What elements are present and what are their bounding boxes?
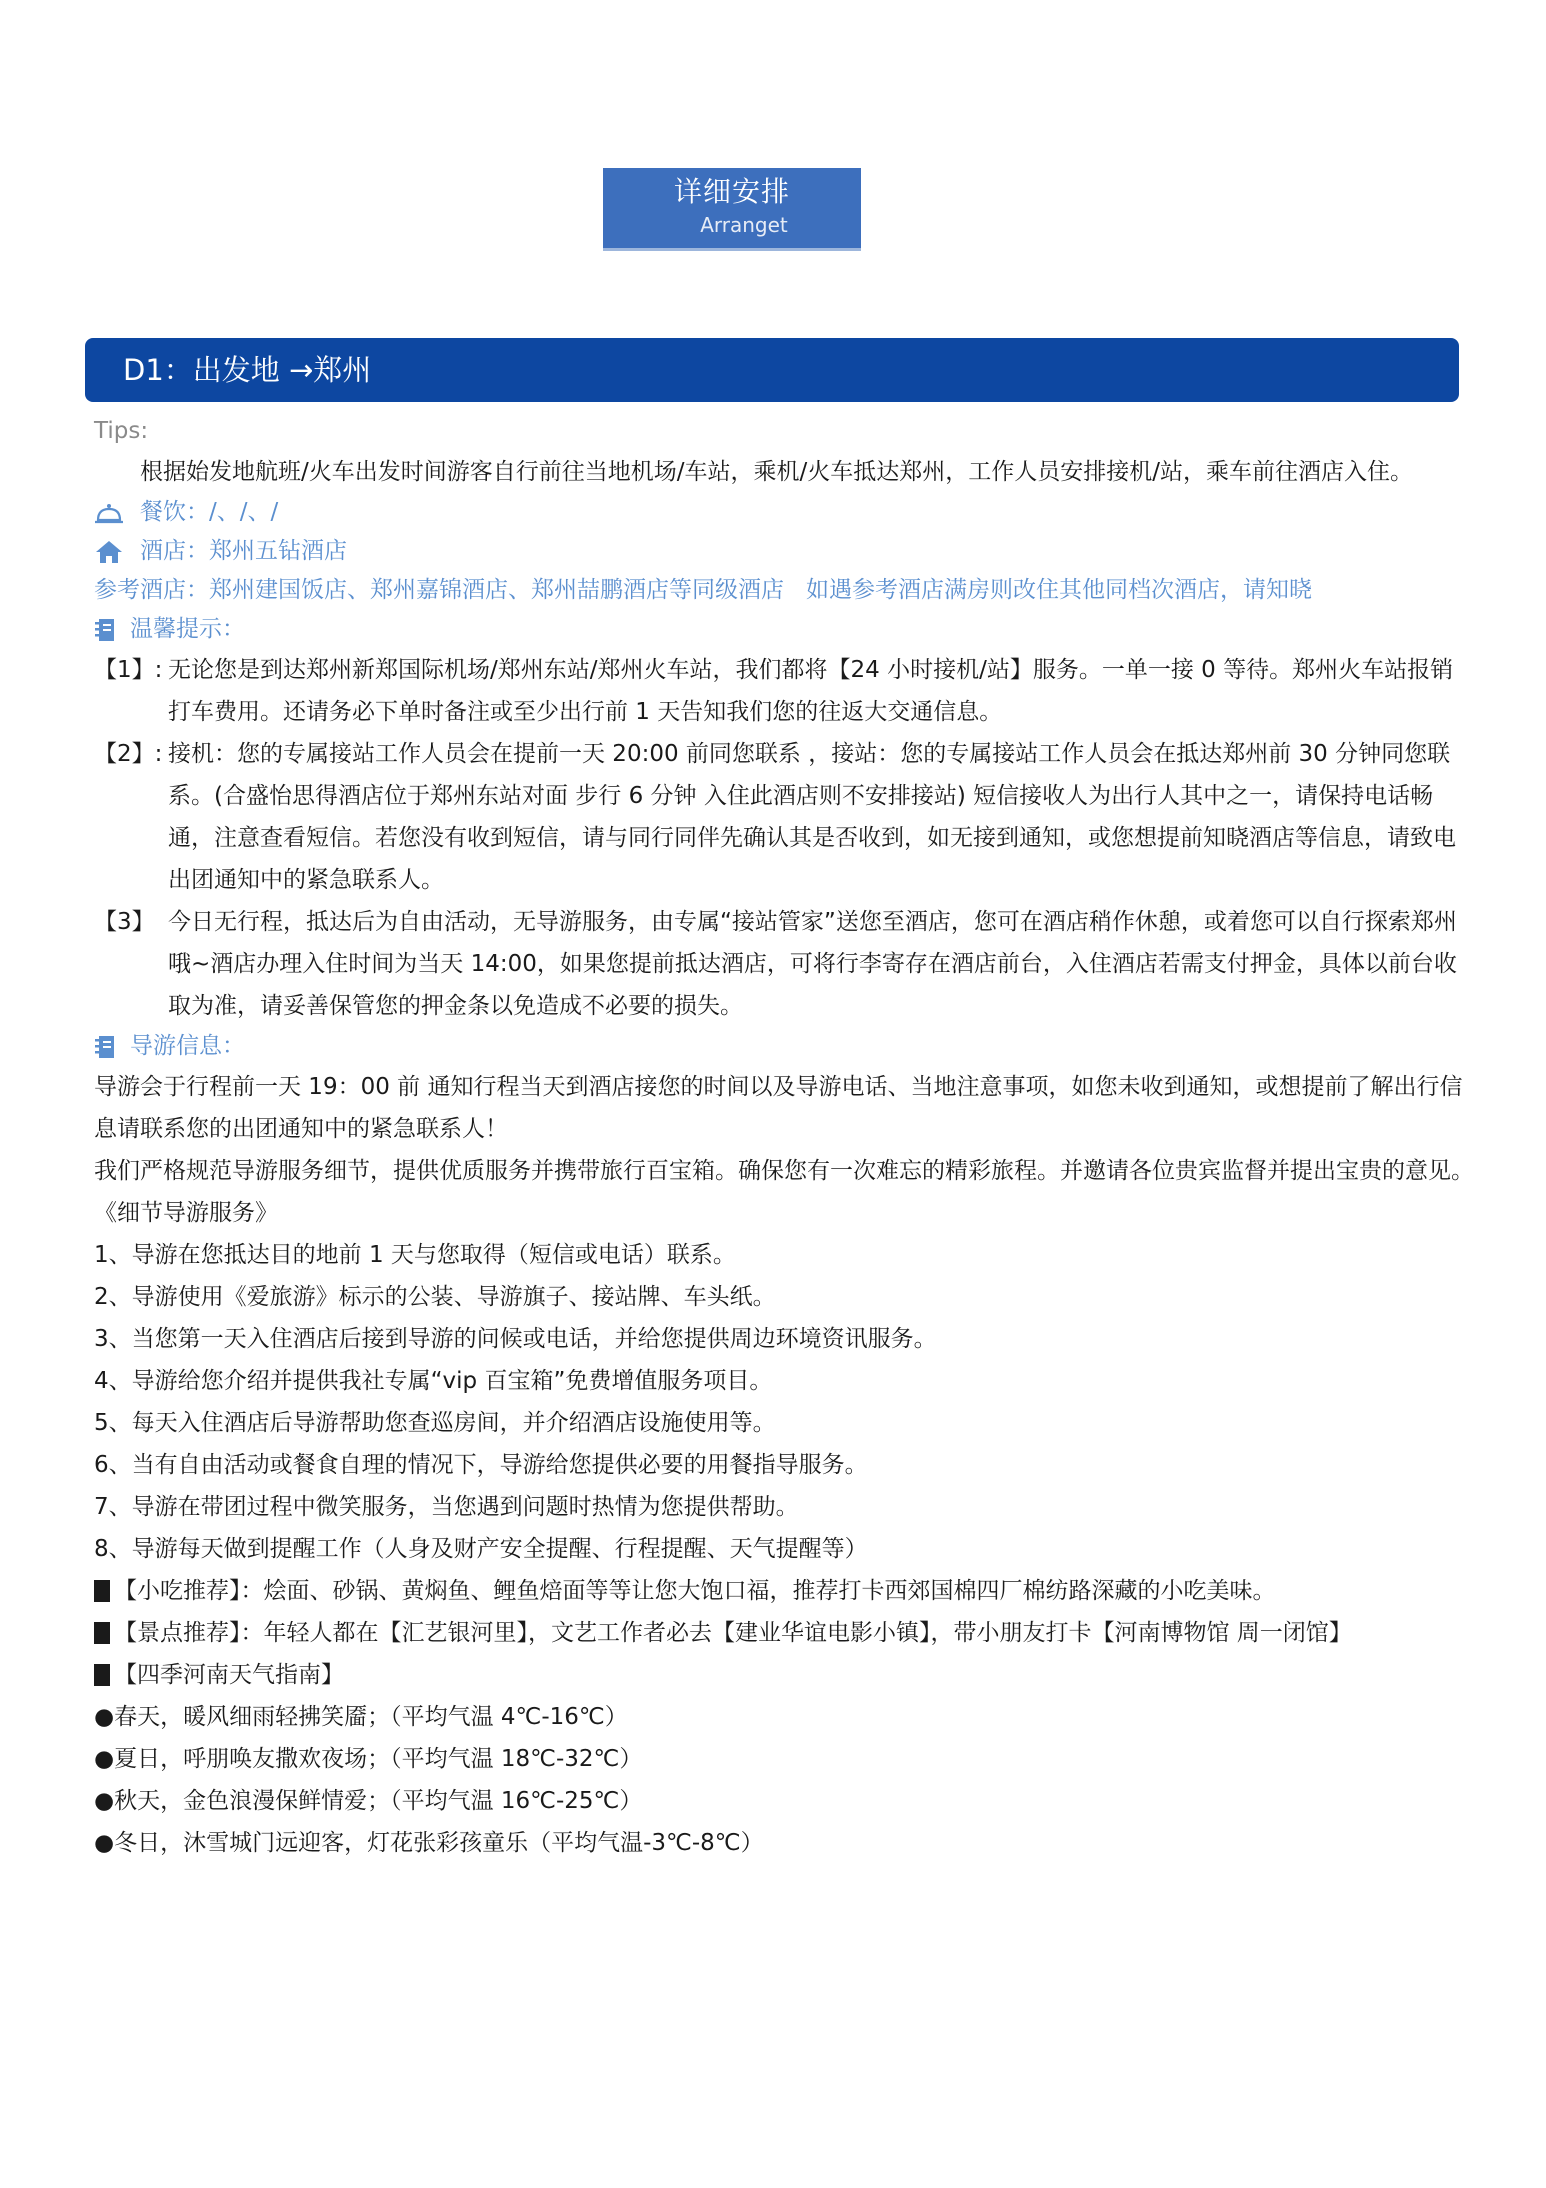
guide-notice-paragraph: 导游会于行程前一天 19：00 前 通知行程当天到酒店接您的时间以及导游电话、当地注意事项，如您未收到通知，或想提前了解出行信息请联系您的出团通知中的紧急联系人！	[94, 1074, 1463, 1142]
tips-text: 根据始发地航班/火车出发时间游客自行前往当地机场/车站，乘机/火车抵达郑州，工作人员安排接机/站，乘车前往酒店入住。	[140, 459, 1413, 485]
warm-tip-item-3	[94, 901, 1476, 1027]
hotel-label: 酒店：郑州五钻酒店	[140, 538, 347, 564]
itinerary-content	[94, 410, 1476, 1864]
guide-standard-paragraph: 我们严格规范导游服务细节，提供优质服务并携带旅行百宝箱。确保您有一次难忘的精彩旅程。并邀请各位贵宾监督并提出宝贵的意见。	[94, 1158, 1474, 1184]
day-banner	[85, 338, 1459, 402]
square-bullet-icon	[94, 1622, 110, 1644]
service-item: 7、导游在带团过程中微笑服务，当您遇到问题时热情为您提供帮助。	[94, 1494, 799, 1520]
snack-recommendation	[94, 1570, 1476, 1612]
reference-hotels-note: 如遇参考酒店满房则改住其他同档次酒店，请知晓	[806, 577, 1312, 603]
meal-line	[94, 493, 1476, 532]
service-item: 5、每天入住酒店后导游帮助您查巡房间，并介绍酒店设施使用等。	[94, 1410, 776, 1436]
reference-hotels-list: 参考酒店：郑州建国饭店、郑州嘉锦酒店、郑州喆鹏酒店等同级酒店	[94, 577, 784, 603]
warm-tips-heading	[94, 610, 1476, 649]
warm-tip-item-1	[94, 649, 1476, 733]
bell-icon	[94, 500, 124, 526]
service-item: 2、导游使用《爱旅游》标示的公装、导游旗子、接站牌、车头纸。	[94, 1284, 776, 1310]
snack-text: 【小吃推荐】：烩面、砂锅、黄焖鱼、鲤鱼焙面等等让您大饱口福，推荐打卡西郊国棉四厂棉纺路深藏的小吃美味。	[114, 1578, 1276, 1604]
day-title: D1：出发地 →郑州	[123, 353, 372, 387]
service-item: 3、当您第一天入住酒店后接到导游的问候或电话，并给您提供周边环境资讯服务。	[94, 1326, 937, 1352]
notebook-icon	[94, 617, 116, 643]
guide-info-heading	[94, 1027, 1476, 1066]
service-item: 8、导游每天做到提醒工作（人身及财产安全提醒、行程提醒、天气提醒等）	[94, 1536, 868, 1562]
notebook-icon	[94, 1034, 116, 1060]
warm-tip-number: 【1】:	[94, 657, 163, 683]
weather-guide-title	[94, 1654, 1476, 1696]
square-bullet-icon	[94, 1580, 110, 1602]
spot-recommendation	[94, 1612, 1476, 1654]
weather-item: ●冬日，沐雪城门远迎客，灯花张彩孩童乐（平均气温-3℃-8℃）	[94, 1830, 764, 1856]
spot-text: 【景点推荐】：年轻人都在【汇艺银河里】，文艺工作者必去【建业华谊电影小镇】，带小朋友打卡【河南博物馆 周一闭馆】	[114, 1620, 1352, 1646]
service-item: 1、导游在您抵达目的地前 1 天与您取得（短信或电话）联系。	[94, 1242, 736, 1268]
warm-tips-label: 温馨提示：	[130, 616, 245, 642]
service-item: 6、当有自由活动或餐食自理的情况下，导游给您提供必要的用餐指导服务。	[94, 1452, 868, 1478]
square-bullet-icon	[94, 1664, 110, 1686]
hotel-line	[94, 532, 1476, 571]
warm-tip-number: 【3】	[94, 909, 155, 935]
meal-label: 餐饮：/、/、/	[140, 499, 279, 525]
guide-info-label: 导游信息：	[130, 1033, 245, 1059]
warm-tip-text: 今日无行程，抵达后为自由活动，无导游服务，由专属“接站管家”送您至酒店，您可在酒店稍作休憩，或着您可以自行探索郑州哦~酒店办理入住时间为当天 14:00，如果您提前抵达酒店，可将行李寄存在酒店前台，入住酒店若需支付押金，具体以前台收取为准，请妥善保管您的押金条以免造成不必要的损失。	[168, 909, 1457, 1019]
warm-tip-text: 接机：您的专属接站工作人员会在提前一天 20:00 前同您联系 ，接站：您的专属接站工作人员会在抵达郑州前 30 分钟同您联系。(合盛怡思得酒店位于郑州东站对面 步行 6 分钟 入住此酒店则不安排接站) 短信接收人为出行人其中之一，请保持电话畅通，注意查看短信。若您没有收到短信，请与同行同伴先确认其是否收到，如无接到通知，或您想提前知晓酒店等信息，请致电出团通知中的紧急联系人。	[168, 741, 1456, 893]
weather-item: ●秋天，金色浪漫保鲜情爱；（平均气温 16℃-25℃）	[94, 1788, 643, 1814]
detail-service-title: 《细节导游服务》	[94, 1200, 278, 1226]
section-title: 详细安排	[673, 175, 790, 208]
warm-tip-item-2	[94, 733, 1476, 901]
service-item: 4、导游给您介绍并提供我社专属“vip 百宝箱”免费增值服务项目。	[94, 1368, 773, 1394]
reference-hotels	[94, 571, 1476, 610]
warm-tip-text: 无论您是到达郑州新郑国际机场/郑州东站/郑州火车站，我们都将【24 小时接机/站】服务。一单一接 0 等待。郑州火车站报销打车费用。还请务必下单时备注或至少出行前 1 天告知我们您的往返大交通信息。	[168, 657, 1454, 725]
tips-label: Tips:	[94, 418, 149, 444]
home-icon	[94, 539, 124, 565]
weather-title-text: 【四季河南天气指南】	[114, 1662, 344, 1688]
section-header-box	[603, 168, 861, 251]
weather-item: ●夏日，呼朋唤友撒欢夜场；（平均气温 18℃-32℃）	[94, 1746, 643, 1772]
section-subtitle: Arranget	[700, 213, 788, 237]
warm-tip-number: 【2】:	[94, 741, 163, 767]
weather-item: ●春天，暖风细雨轻拂笑靥；（平均气温 4℃-16℃）	[94, 1704, 628, 1730]
